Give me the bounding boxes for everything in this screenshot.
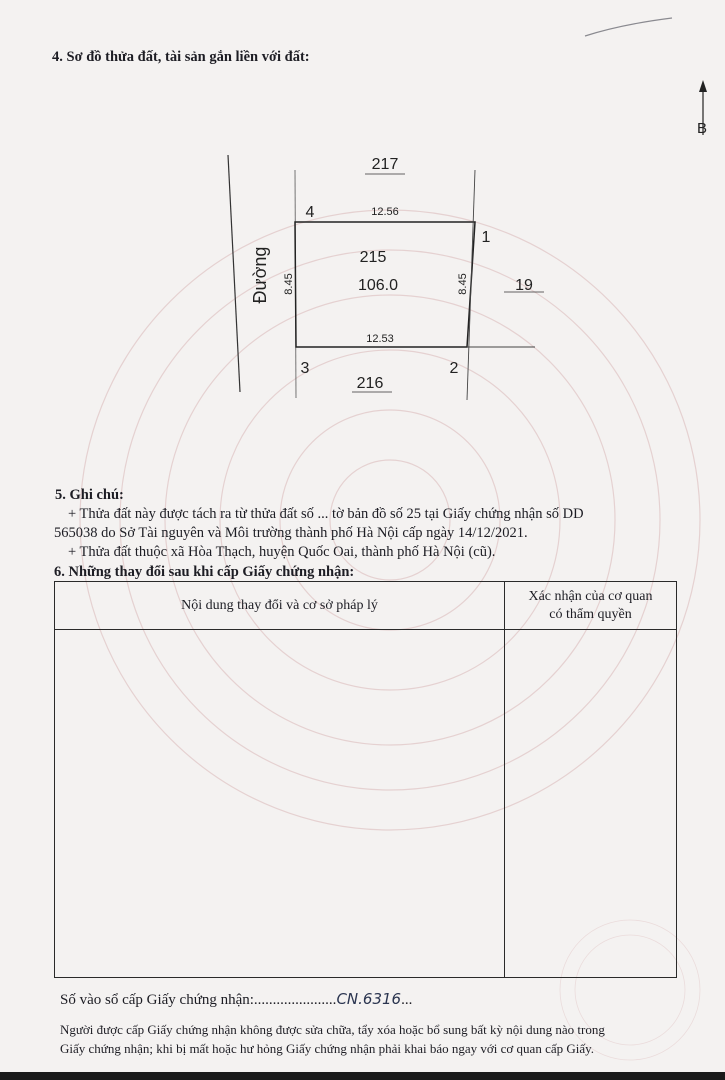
section4-heading: 4. Sơ đồ thửa đất, tài sản gắn liền với đất: xyxy=(52,49,310,65)
changes-content-cell xyxy=(55,630,505,978)
changes-confirm-cell xyxy=(505,630,677,978)
right-edge-length: 8.45 xyxy=(457,273,469,295)
parcel-main-number: 215 xyxy=(359,249,387,266)
corner-4: 4 xyxy=(305,204,315,221)
changes-col2-header-line1: Xác nhận của cơ quan xyxy=(528,588,653,604)
notice-line-1: Người được cấp Giấy chứng nhận không được sửa chữa, tẩy xóa hoặc bổ sung bất kỳ nội dung nào trong xyxy=(60,1022,605,1037)
top-edge-length: 12.56 xyxy=(371,206,399,218)
note-line-1: + Thửa đất này được tách ra từ thửa đất số ... tờ bản đồ số 25 tại Giấy chứng nhận số DD xyxy=(68,506,584,522)
register-label: Số vào sổ cấp Giấy chứng nhận:...................... xyxy=(60,992,337,1008)
changes-table xyxy=(54,581,677,978)
parcel-right-number: 19 xyxy=(515,277,533,294)
corner-3: 3 xyxy=(300,360,310,377)
section5-heading: 5. Ghi chú: xyxy=(55,487,124,503)
note-line-3: + Thửa đất thuộc xã Hòa Thạch, huyện Quốc Oai, thành phố Hà Nội (cũ). xyxy=(68,544,496,560)
parcel-map xyxy=(0,0,725,480)
register-tail: ... xyxy=(401,992,413,1008)
register-value: CN.6316 xyxy=(336,990,402,1008)
north-label: B xyxy=(697,120,708,137)
parcel-area: 106.0 xyxy=(357,277,399,294)
corner-2: 2 xyxy=(449,360,459,377)
bottom-edge-length: 12.53 xyxy=(366,333,394,345)
road-label: Đường xyxy=(250,246,270,304)
bottom-frame-bar xyxy=(0,1072,725,1080)
road-line xyxy=(228,155,240,392)
register-number-line xyxy=(60,990,412,1009)
section6-heading: 6. Những thay đổi sau khi cấp Giấy chứng nhận: xyxy=(54,564,355,580)
parcel-bottom-number: 216 xyxy=(356,375,384,392)
changes-col1-header: Nội dung thay đổi và cơ sở pháp lý xyxy=(55,582,505,630)
changes-col2-header-line2: có thẩm quyền xyxy=(549,606,632,622)
left-edge-length: 8.45 xyxy=(283,273,295,295)
notice-line-2: Giấy chứng nhận; khi bị mất hoặc hư hỏng Giấy chứng nhận phải khai báo ngay với cơ quan cấp Giấy. xyxy=(60,1041,595,1056)
parcel-top-number: 217 xyxy=(371,156,399,173)
corner-1: 1 xyxy=(481,229,491,246)
changes-col2-header xyxy=(505,582,677,630)
note-line-2: 565038 do Sở Tài nguyên và Môi trường thành phố Hà Nội cấp ngày 14/12/2021. xyxy=(54,525,528,541)
